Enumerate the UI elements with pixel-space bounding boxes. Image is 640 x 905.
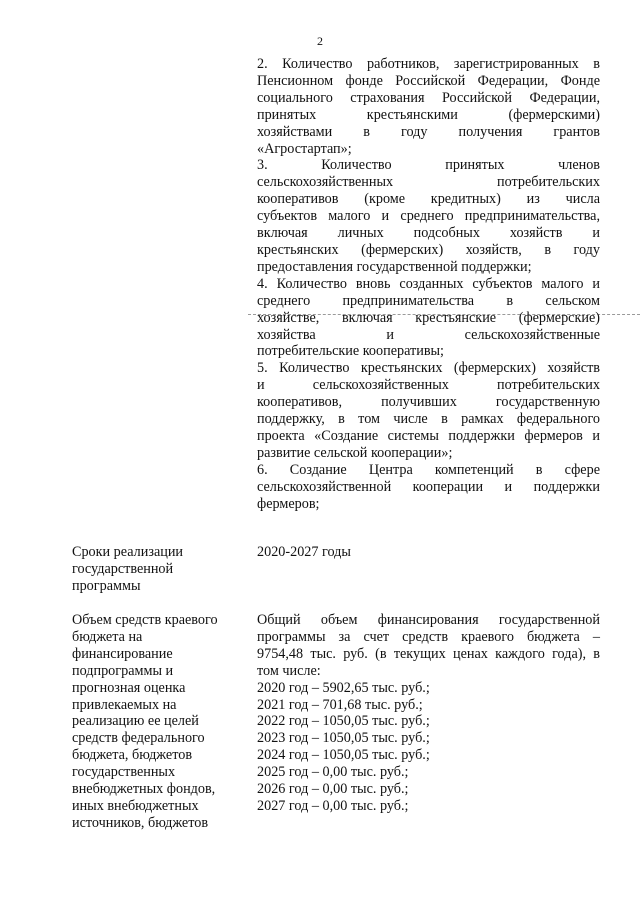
terms-label-line: государственной xyxy=(72,560,174,577)
funding-year-line: 2022 год – 1050,05 тыс. руб.; xyxy=(257,713,430,730)
funding-intro-line: том числе: xyxy=(257,662,321,679)
indicator-line: включая личных подсобных хозяйств и xyxy=(257,225,600,242)
funding-label-line: внебюджетных фондов, xyxy=(72,781,216,798)
funding-label-line: иных внебюджетных xyxy=(72,797,199,814)
indicator-line: проекта «Создание системы поддержки фермеров и xyxy=(257,427,600,444)
funding-year-line: 2025 год – 0,00 тыс. руб.; xyxy=(257,764,409,781)
indicator-line: предоставления государственной поддержки; xyxy=(257,258,532,275)
indicator-line: 4. Количество вновь созданных субъектов малого и xyxy=(257,275,600,292)
funding-label-line: прогнозная оценка xyxy=(72,679,186,696)
funding-label-line: финансирование xyxy=(72,645,173,662)
indicator-line: сельскохозяйственной кооперации и поддержки xyxy=(257,478,600,495)
indicator-line: «Агростартап»; xyxy=(257,140,352,157)
terms-label-line: программы xyxy=(72,577,141,594)
indicator-line: фермеров; xyxy=(257,495,320,512)
indicator-line: кооперативов, получивших государственную xyxy=(257,394,600,411)
funding-label-line: привлекаемых на xyxy=(72,696,177,713)
indicator-line: 5. Количество крестьянских (фермерских) хозяйств xyxy=(257,360,600,377)
indicator-line: 2. Количество работников, зарегистрированных в xyxy=(257,56,600,72)
funding-intro-line: 9754,48 тыс. руб. (в текущих ценах каждого года), в xyxy=(257,645,600,662)
indicator-line: развитие сельской кооперации»; xyxy=(257,444,453,461)
indicator-item xyxy=(257,276,600,361)
funding-label-line: бюджета на xyxy=(72,628,143,645)
funding-label-line: источников, бюджетов xyxy=(72,814,209,831)
indicator-line: 6. Создание Центра компетенций в сфере xyxy=(257,461,600,478)
funding-label-line: Объем средств краевого xyxy=(72,612,218,628)
indicator-line: субъектов малого и среднего предпринимательства, xyxy=(257,208,600,225)
funding-label-line: бюджета, бюджетов xyxy=(72,747,193,764)
indicator-line: крестьянских (фермерских) хозяйств, в году xyxy=(257,241,600,258)
funding-year-line: 2027 год – 0,00 тыс. руб.; xyxy=(257,797,409,814)
funding-intro-line: программы за счет средств краевого бюджета – xyxy=(257,628,600,645)
funding-year-line: 2020 год – 5902,65 тыс. руб.; xyxy=(257,679,430,696)
indicator-line: Пенсионном фонде Российской Федерации, Фонде xyxy=(257,72,600,89)
funding-label-line: реализацию ее целей xyxy=(72,713,199,730)
funding-year-line: 2024 год – 1050,05 тыс. руб.; xyxy=(257,747,430,764)
funding-label xyxy=(72,612,232,832)
terms-label-line: Сроки реализации xyxy=(72,544,184,560)
indicator-line: поддержку, в том числе в рамках федерального xyxy=(257,411,600,428)
indicator-line: хозяйстве, включая крестьянские (фермерские) xyxy=(257,309,600,326)
page-number: 2 xyxy=(317,34,323,48)
terms-value: 2020-2027 годы xyxy=(257,544,351,560)
indicator-item xyxy=(257,157,600,275)
indicator-line: среднего предпринимательства в сельском xyxy=(257,292,600,309)
indicator-line: сельскохозяйственных потребительских xyxy=(257,174,600,191)
funding-value xyxy=(257,612,600,815)
funding-year-line: 2021 год – 701,68 тыс. руб.; xyxy=(257,696,423,713)
indicator-line: хозяйствами в году получения грантов xyxy=(257,123,600,140)
funding-year-line: 2026 год – 0,00 тыс. руб.; xyxy=(257,781,409,798)
indicator-item xyxy=(257,462,600,513)
indicators-list xyxy=(257,56,600,512)
indicator-line: кооперативов (кроме кредитных) из числа xyxy=(257,191,600,208)
indicator-item xyxy=(257,360,600,461)
funding-label-line: средств федерального xyxy=(72,730,205,747)
funding-label-line: подпрограммы и xyxy=(72,662,174,679)
indicator-line: 3. Количество принятых членов xyxy=(257,157,600,174)
funding-year-line: 2023 год – 1050,05 тыс. руб.; xyxy=(257,730,430,747)
funding-intro-line: Общий объем финансирования государственной xyxy=(257,612,600,628)
indicator-line: и сельскохозяйственных потребительских xyxy=(257,377,600,394)
terms-label xyxy=(72,544,232,595)
indicator-line: принятых крестьянскими (фермерскими) xyxy=(257,106,600,123)
funding-label-line: государственных xyxy=(72,764,176,781)
indicator-line: социального страхования Российской Федерации, xyxy=(257,89,600,106)
indicator-item xyxy=(257,56,600,157)
indicator-line: потребительские кооперативы; xyxy=(257,343,444,360)
indicator-line: хозяйства и сельскохозяйственные xyxy=(257,326,600,343)
